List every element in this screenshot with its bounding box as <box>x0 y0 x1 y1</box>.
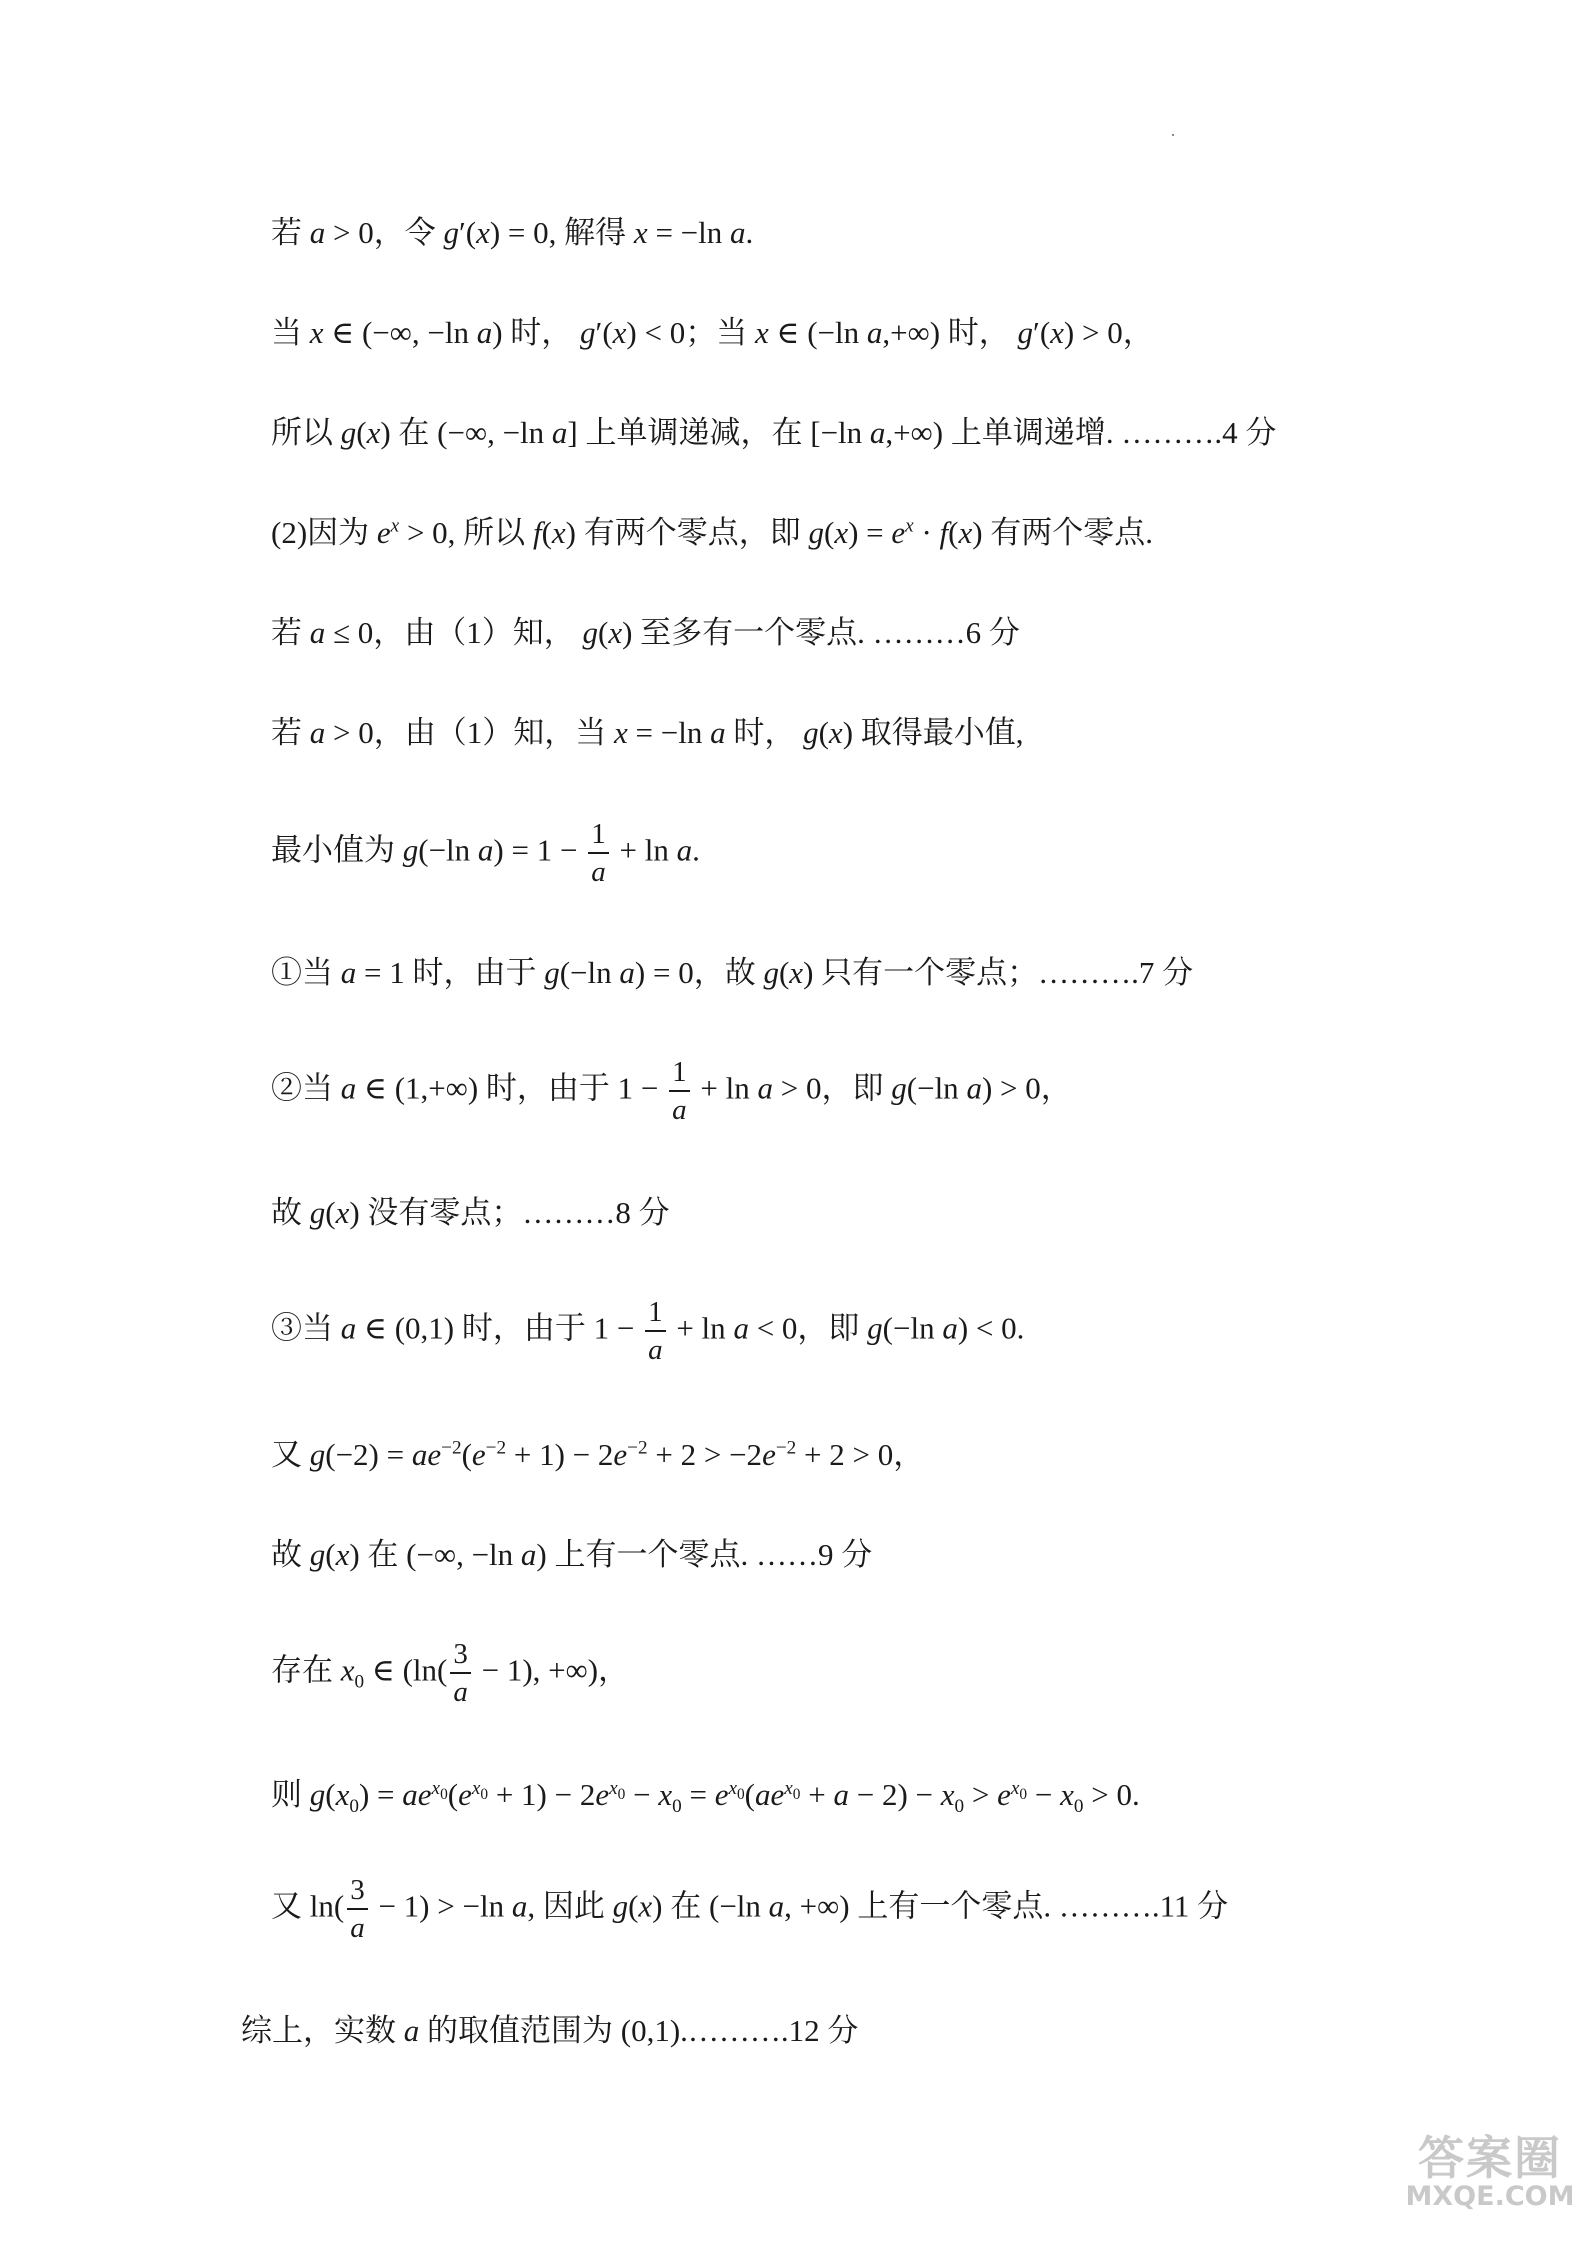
line-12: 又 $g(-2) = ae^{-2}(e^{-2} + 1) - 2e^{-2} + 2 > -2e^{-2} + 2 > 0$， <box>271 1437 925 1472</box>
fraction: $\frac{1}{a}$ <box>645 1294 666 1369</box>
line-16: 又 ln( $\frac{3}{a}$ − 1) > −ln a, 因此 g(x) 在 (−ln a, +∞) 上有一个零点. ……….11 分 <box>271 1872 1228 1947</box>
line-6: 若 a > 0，由（1）知，当 x = −ln a 时， g(x) 取得最小值, <box>271 715 1024 750</box>
watermark-url: MXQE.COM <box>1405 2181 1575 2212</box>
scan-speck <box>1172 134 1174 136</box>
fraction: $\frac{1}{a}$ <box>588 816 609 891</box>
line-8: ①当 a = 1 时，由于 g(−ln a) = 0，故 g(x) 只有一个零点；……….7 分 <box>271 955 1194 990</box>
line-13: 故 g(x) 在 (−∞, −ln a) 上有一个零点. ……9 分 <box>271 1537 873 1572</box>
line-9: ②当 a ∈ (1,+∞) 时，由于 1 − $\frac{1}{a}$ + ln a > 0，即 g(−ln a) > 0， <box>271 1054 1072 1129</box>
line-10: 故 g(x) 没有零点；………8 分 <box>271 1195 670 1230</box>
line-5: 若 a ≤ 0，由（1）知， g(x) 至多有一个零点. ………6 分 <box>271 615 1020 650</box>
line-17: 综上，实数 a 的取值范围为 (0,1).……….12 分 <box>241 2013 859 2048</box>
watermark <box>1400 2131 1580 2240</box>
line-15: 则 $g(x_0) = ae^{x_0}(e^{x_0} + 1) - 2e^{x_0} - x_0 = e^{x_0}(ae^{x_0} + a - 2) - x_0 > e^{x_0} - x_0 > 0$. <box>271 1777 1140 1818</box>
watermark-logo: 答案圈 <box>1418 2131 1562 2185</box>
line-7: 最小值为 g(−ln a) = 1 − $\frac{1}{a}$ + ln a. <box>271 816 700 891</box>
line-11: ③当 a ∈ (0,1) 时，由于 1 − $\frac{1}{a}$ + ln a < 0，即 g(−ln a) < 0. <box>271 1294 1024 1369</box>
fraction: $\frac{1}{a}$ <box>669 1054 690 1129</box>
fraction: $\frac{3}{a}$ <box>450 1636 471 1711</box>
line-3: 所以 g(x) 在 (−∞, −ln a] 上单调递减，在 [−ln a,+∞) 上单调递增. ……….4 分 <box>271 415 1277 450</box>
fraction: $\frac{3}{a}$ <box>347 1872 368 1947</box>
line-2: 当 x ∈ (−∞, −ln a) 时， g′(x) < 0；当 x ∈ (−ln a,+∞) 时， g′(x) > 0， <box>271 315 1154 350</box>
line-4: (2)因为 $e^x > 0$, 所以 f(x) 有两个零点，即 $g(x) = e^x \cdot f(x)$ 有两个零点. <box>271 515 1154 550</box>
line-14: 存在 $x_0$ ∈ (ln( $\frac{3}{a}$ − 1), +∞)， <box>271 1636 629 1711</box>
line-1: 若 a > 0，令 g′(x) = 0, 解得 x = −ln a. <box>271 215 754 250</box>
